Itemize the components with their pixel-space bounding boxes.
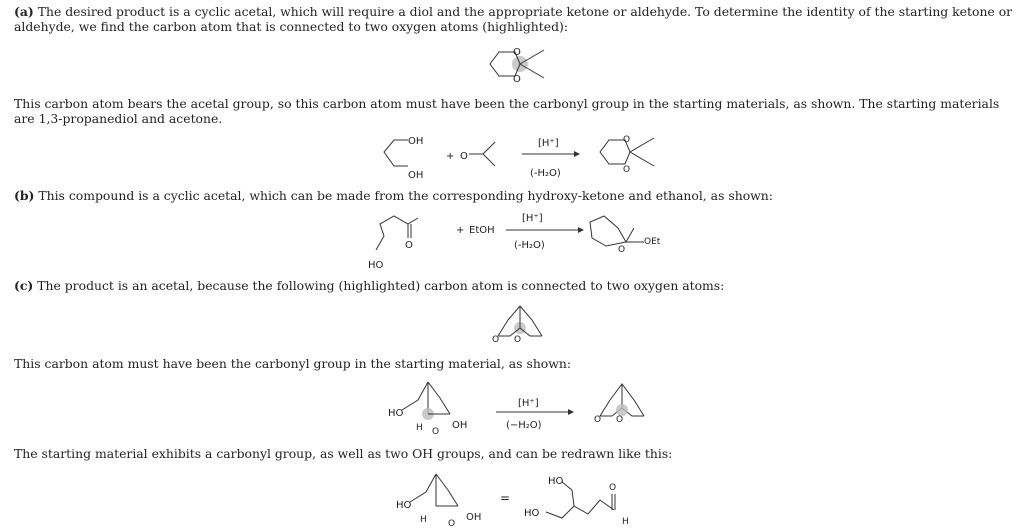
- part-a-intro: [14, 4, 1014, 34]
- reaction-c: [388, 374, 668, 436]
- ethanol-label: EtOH: [469, 225, 495, 236]
- plus-sign-b: +: [456, 225, 465, 236]
- acetal-product-structure: [484, 42, 554, 84]
- redrawn-ho-lower: HO: [524, 508, 540, 519]
- product-o-top: O: [623, 135, 631, 145]
- redrawn-aldehyde-h: H: [622, 517, 629, 527]
- ring-o-bottom: O: [513, 74, 521, 85]
- redrawn-ho-upper: HO: [548, 476, 564, 487]
- catalyst-label-c: [H⁺]: [518, 398, 539, 409]
- product-o-bottom: O: [623, 165, 631, 175]
- acetone-o: O: [460, 151, 468, 162]
- ring-o-b: O: [618, 245, 626, 255]
- part-b-label: (b): [14, 188, 35, 203]
- bicyclic-o-left: O: [492, 335, 500, 345]
- part-a-text: The desired product is a cyclic acetal, which will require a diol and the appropriate ketone or aldehyde. To determine the identity of the starting ketone or aldehyde, we find the carbon atom that is connected to two oxygen atoms (highlighted):: [14, 4, 1013, 34]
- plus-sign: +: [446, 151, 455, 162]
- redrawn-structure: [396, 466, 646, 528]
- redrawn-oh-left: OH: [466, 512, 482, 523]
- part-b-text: This compound is a cyclic acetal, which can be made from the corresponding hydroxy-ketone and ethanol, as shown:: [38, 188, 773, 203]
- part-c-text-2: This carbon atom must have been the carbonyl group in the starting material, as shown:: [14, 356, 572, 371]
- start-o: O: [432, 427, 440, 437]
- redrawn-ho-left: HO: [396, 500, 412, 511]
- part-c-text: The product is an acetal, because the following (highlighted) carbon atom is connected to two oxygen atoms:: [37, 278, 725, 293]
- part-c-intro: [14, 278, 1014, 293]
- part-b-intro: [14, 188, 1014, 203]
- reaction-b: [364, 208, 694, 270]
- redrawn-o-left: O: [448, 519, 456, 529]
- part-a-text-2: This carbon atom bears the acetal group, so this carbon atom must have been the carbonyl group in the starting materials, as shown. The starting materials are 1,3-propanediol and acetone.: [14, 96, 1000, 126]
- redrawn-h-left: H: [420, 515, 427, 525]
- part-c-text-3: The starting material exhibits a carbonyl group, as well as two OH groups, and can be redrawn like this:: [14, 446, 673, 461]
- water-loss-label-b: (-H₂O): [514, 240, 545, 251]
- water-loss-label-c: (−H₂O): [506, 420, 542, 431]
- bicyclic-acetal-structure: [490, 300, 550, 344]
- start-ho: HO: [388, 408, 404, 419]
- reaction-a: [380, 130, 670, 180]
- part-c-label: (c): [14, 278, 34, 293]
- product-o-left-c: O: [594, 415, 602, 425]
- start-h: H: [416, 423, 423, 433]
- hydroxy-label: HO: [368, 260, 384, 271]
- product-o-right-c: O: [616, 415, 624, 425]
- equals-sign: =: [500, 491, 511, 505]
- start-oh: OH: [452, 420, 468, 431]
- part-a-label: (a): [14, 4, 34, 19]
- redrawn-aldehyde-o: O: [609, 483, 617, 493]
- ethoxy-label: OEt: [644, 237, 661, 247]
- diol-oh-bottom: OH: [408, 170, 424, 181]
- diol-oh-top: OH: [408, 136, 424, 147]
- catalyst-label-b: [H⁺]: [522, 213, 543, 224]
- water-loss-label: (-H₂O): [530, 168, 561, 179]
- bicyclic-o-right: O: [514, 335, 522, 345]
- catalyst-label: [H⁺]: [538, 138, 559, 149]
- ketone-o: O: [405, 240, 413, 251]
- ring-o-top: O: [513, 47, 521, 58]
